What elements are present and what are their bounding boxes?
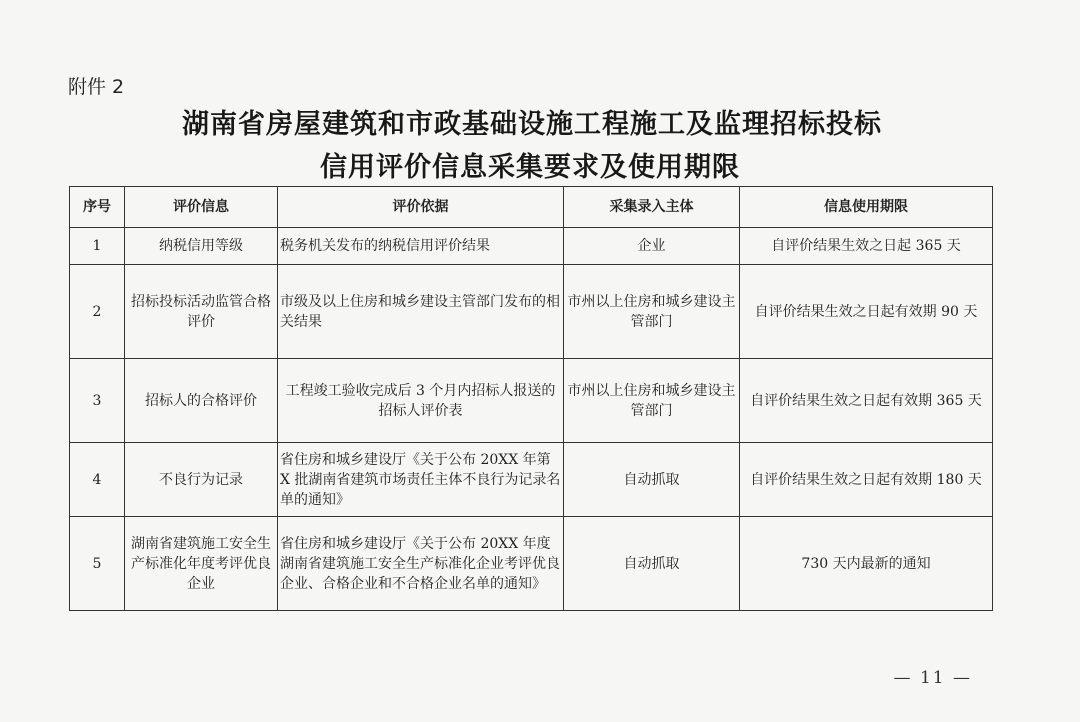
table-row — [70, 265, 993, 359]
header-no: 序号 — [70, 187, 125, 228]
cell-period: 自评价结果生效之日起有效期 90 天 — [740, 265, 993, 359]
header-period: 信息使用期限 — [740, 187, 993, 228]
table-row — [70, 517, 993, 611]
cell-basis: 市级及以上住房和城乡建设主管部门发布的相关结果 — [278, 265, 564, 359]
cell-basis: 省住房和城乡建设厅《关于公布 20XX 年第 X 批湖南省建筑市场责任主体不良行为记录名单的通知》 — [278, 443, 564, 517]
cell-period: 730 天内最新的通知 — [740, 517, 993, 611]
cell-collector: 市州以上住房和城乡建设主管部门 — [564, 265, 740, 359]
cell-basis: 税务机关发布的纳税信用评价结果 — [278, 228, 564, 265]
cell-no: 2 — [70, 265, 125, 359]
cell-period: 自评价结果生效之日起有效期 180 天 — [740, 443, 993, 517]
attachment-label: 附件 2 — [68, 76, 125, 98]
cell-no: 5 — [70, 517, 125, 611]
cell-collector: 企业 — [564, 228, 740, 265]
cell-period: 自评价结果生效之日起有效期 365 天 — [740, 359, 993, 443]
cell-no: 3 — [70, 359, 125, 443]
cell-info: 招标人的合格评价 — [125, 359, 278, 443]
table-row — [70, 228, 993, 265]
cell-info: 不良行为记录 — [125, 443, 278, 517]
credit-info-table — [69, 186, 993, 611]
document-title-line-1: 湖南省房屋建筑和市政基础设施工程施工及监理招标投标 — [182, 109, 882, 140]
cell-no: 1 — [70, 228, 125, 265]
cell-info: 纳税信用等级 — [125, 228, 278, 265]
cell-info: 招标投标活动监管合格评价 — [125, 265, 278, 359]
cell-collector: 自动抓取 — [564, 443, 740, 517]
header-basis: 评价依据 — [278, 187, 564, 228]
table-row — [70, 443, 993, 517]
cell-period: 自评价结果生效之日起 365 天 — [740, 228, 993, 265]
cell-basis: 省住房和城乡建设厅《关于公布 20XX 年度湖南省建筑施工安全生产标准化企业考评优良企业、合格企业和不合格企业名单的通知》 — [278, 517, 564, 611]
cell-no: 4 — [70, 443, 125, 517]
header-collector: 采集录入主体 — [564, 187, 740, 228]
header-info: 评价信息 — [125, 187, 278, 228]
cell-info: 湖南省建筑施工安全生产标准化年度考评优良企业 — [125, 517, 278, 611]
document-title-line-2: 信用评价信息采集要求及使用期限 — [320, 152, 740, 183]
cell-collector: 市州以上住房和城乡建设主管部门 — [564, 359, 740, 443]
cell-collector: 自动抓取 — [564, 517, 740, 611]
table-header-row — [70, 187, 993, 228]
table-row — [70, 359, 993, 443]
page-number: — 11 — — [893, 668, 972, 688]
cell-basis: 工程竣工验收完成后 3 个月内招标人报送的招标人评价表 — [278, 359, 564, 443]
